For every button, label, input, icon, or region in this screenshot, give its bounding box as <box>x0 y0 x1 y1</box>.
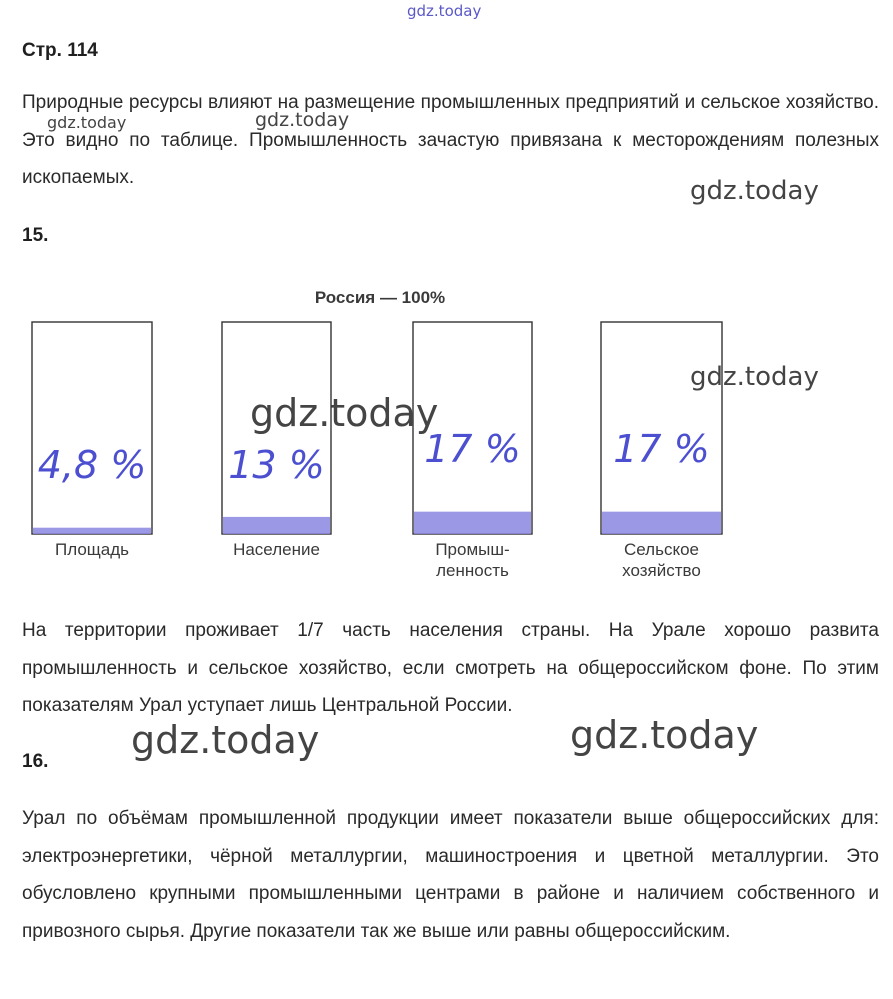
bar-category-label-line: хозяйство <box>622 561 701 580</box>
bar-fill-2 <box>414 512 531 534</box>
watermark-top: gdz.today <box>407 2 482 20</box>
task-number-15: 15. <box>22 225 49 246</box>
watermark: gdz.today <box>690 176 819 206</box>
watermark: gdz.today <box>255 109 350 131</box>
bar-category-label-line: Площадь <box>54 540 129 559</box>
bar-outline-1 <box>222 322 331 534</box>
bar-category-label-0 <box>12 539 172 560</box>
page-heading: Стр. 114 <box>22 40 98 61</box>
bar-category-label-line: Промыш- <box>435 540 510 559</box>
task-number-16: 16. <box>22 751 49 772</box>
bar-fill-3 <box>602 512 721 534</box>
bar-fill-0 <box>33 528 151 534</box>
bar-category-label-line: Сельское <box>624 540 699 559</box>
paragraph-natural-resources: Природные ресурсы влияют на размещение промышленных предприятий и сельское хозяйство. Это видно по таблице. Промышленность зачастую привязана к месторождениям полезных ископаемых. <box>22 92 879 188</box>
paragraph-urals-population: На территории проживает 1/7 часть населения страны. На Урале хорошо развита промышленность и сельское хозяйство, если смотреть на общероссийском фоне. По этим показателям Урал уступает лишь Центральной России. <box>22 620 879 716</box>
bar-outline-0 <box>32 322 152 534</box>
bar-value-label-0: 4,8 % <box>37 443 147 487</box>
chart-title: Россия — 100% <box>314 288 446 307</box>
paragraph-urals-industry: Урал по объёмам промышленной продукции имеет показатели выше общероссийских для: электроэнергетики, чёрной металлургии, машиностроения и цветной металлургии. Это обусловлено крупными промышленными центрами в районе и наличием собственного и привозного сырья. Другие показатели так же выше или равны общероссийским. <box>22 808 879 942</box>
bar-fill-1 <box>223 517 330 534</box>
bar-value-label-1: 13 % <box>228 443 325 487</box>
bar-category-label-line: Население <box>233 540 320 559</box>
bar-category-label-2 <box>393 539 552 581</box>
watermark: gdz.today <box>131 718 320 762</box>
bar-category-label-line: ленность <box>436 561 509 580</box>
bar-category-label-1 <box>202 539 351 560</box>
bar-category-label-3 <box>581 539 742 581</box>
bar-value-label-3: 17 % <box>613 427 710 471</box>
watermark: gdz.today <box>47 113 127 132</box>
watermark: gdz.today <box>250 391 439 435</box>
watermark: gdz.today <box>690 362 819 392</box>
watermark: gdz.today <box>570 713 759 757</box>
bar-value-label-2: 17 % <box>424 427 521 471</box>
